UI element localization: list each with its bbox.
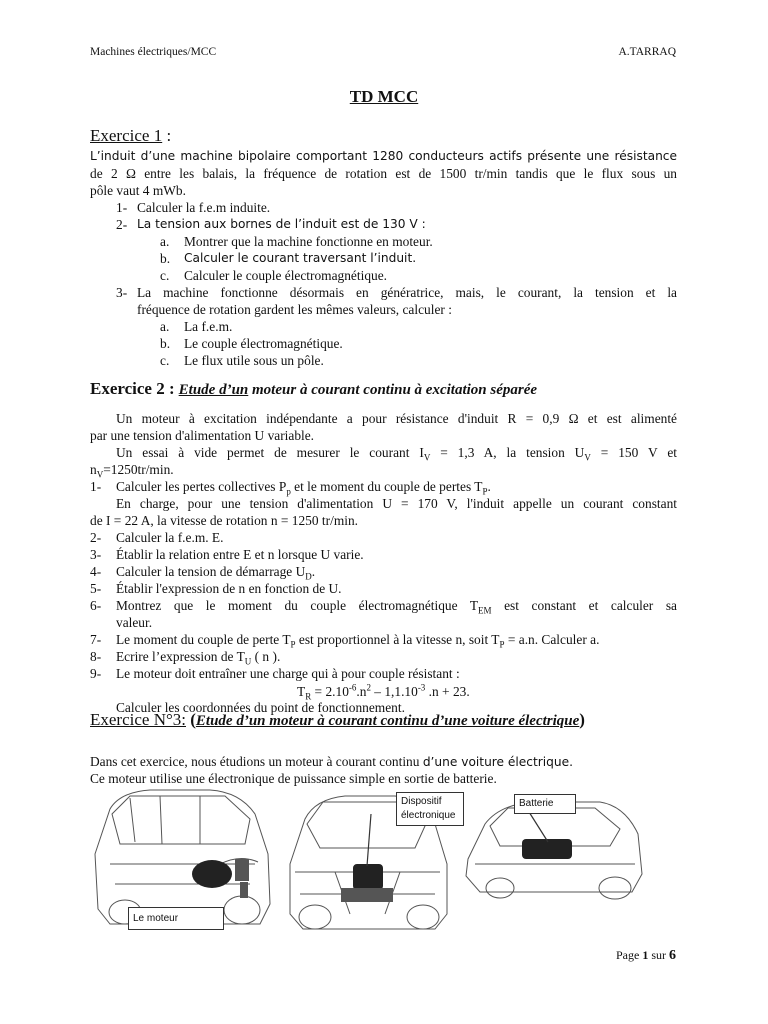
ex1-q3-number: 3- <box>116 285 128 300</box>
ex3-p1 <box>90 753 573 771</box>
ex1-q3-line1: La machine fonctionne désormais en génératrice, mais, le courant, la tension et la <box>137 285 677 300</box>
ex1-heading <box>90 126 171 146</box>
ex2-q7-c: = a.n. Calculer a. <box>504 632 600 647</box>
ex2-p3-line2: de I = 22 A, la vitesse de rotation n = 1250 tr/min. <box>90 513 358 528</box>
ex1-q3c: Le flux utile sous un pôle. <box>184 353 324 368</box>
ex1-q2: La tension aux bornes de l’induit est de 130 V : <box>137 217 426 231</box>
ex2-subtitle-rest: moteur à courant continu à excitation séparée <box>248 382 538 398</box>
ex1-q2b: Calculer le courant traversant l’induit. <box>184 251 417 265</box>
ex1-q2b-letter: b. <box>160 251 171 266</box>
ex1-q3a-letter: a. <box>160 319 170 334</box>
ex2-final: Calculer les coordonnées du point de fonctionnement. <box>116 700 405 715</box>
ex2-p2-line1 <box>116 444 677 461</box>
ex2-p1-line2: par une tension d'alimentation U variable. <box>90 428 315 443</box>
ex3-p1-a: Dans cet exercice, nous étudions un moteur à courant continu <box>90 754 423 769</box>
ex2-q1-number: 1- <box>90 479 102 494</box>
ex2-p2-nsub: V <box>96 469 104 480</box>
ex2-p1-line1: Un moteur à excitation indépendante a pour résistance d'induit R = 0,9 Ω et est alimenté <box>116 411 677 426</box>
ex3-paren-open: ( <box>186 710 196 729</box>
ex2-q3-number: 3- <box>90 547 102 562</box>
ex1-q1-number: 1- <box>116 200 128 215</box>
ex2-q6-b: est constant et calculer sa <box>491 598 677 613</box>
ex1-q2c: Calculer le couple électromagnétique. <box>184 268 387 283</box>
ex2-eq-c: .n <box>356 684 367 699</box>
ex2-q4-b: . <box>311 564 316 579</box>
ex2-eq-sub: R <box>305 691 312 702</box>
ex2-q8-number: 8- <box>90 649 102 664</box>
ex3-heading <box>90 710 585 730</box>
ex2-heading-text: Exercice 2 : <box>90 379 175 398</box>
ex2-q7-b: est proportionnel à la vitesse n, soit T <box>295 632 500 647</box>
label-device-line1: Dispositif <box>401 796 442 807</box>
label-device-line2: électronique <box>401 810 456 821</box>
ex2-q4-number: 4- <box>90 564 102 579</box>
ex2-q8-b: ( n ). <box>251 649 281 664</box>
footer-page-word: Page <box>616 948 640 962</box>
ex2-q6-a: Montrez que le moment du couple électromagnétique T <box>116 598 479 613</box>
ex2-eq-d: – 1,1.10 <box>370 684 418 699</box>
ex2-p2-text-a: Un essai à vide permet de mesurer le courant I <box>116 445 424 460</box>
ex2-q1-sub1: p <box>286 486 291 497</box>
ex2-q8 <box>116 648 280 665</box>
header-left: Machines électriques/MCC <box>90 46 217 58</box>
ex2-q8-a: Ecrire l’expression de T <box>116 649 245 664</box>
ex2-p2-sub2: V <box>584 452 591 463</box>
ex2-q1-b: et le moment du couple de pertes T <box>290 479 483 494</box>
ex2-p2-sub1: V <box>423 452 431 463</box>
ex2-q6-sub: EM <box>478 605 492 616</box>
ex2-q1-sub2: P <box>482 486 488 497</box>
page-number <box>616 948 676 964</box>
ex2-q6-line2: valeur. <box>116 615 153 630</box>
ex2-p2-text-b: = 1,3 A, la tension U <box>430 445 585 460</box>
ex2-eq-t: T <box>297 684 306 699</box>
ex1-intro-line2: de 2 Ω entre les balais, la fréquence de rotation est de 1500 tr/min tandis que le flux sous un <box>90 166 677 181</box>
ex2-q4-sub: D <box>305 571 312 582</box>
ex2-equation <box>297 683 470 700</box>
ex2-p2-text-c: = 150 V et <box>590 445 677 460</box>
ex3-p1-b: d’une voiture électrique. <box>422 755 574 769</box>
ex2-q9-number: 9- <box>90 666 102 681</box>
electronic-device-shape <box>353 864 383 890</box>
label-electronic-device <box>396 792 464 826</box>
ex1-q3b-letter: b. <box>160 336 171 351</box>
ex3-heading-text: Exercice N°3: <box>90 710 186 729</box>
ex2-subtitle-underlined: Etude d’un <box>178 382 249 398</box>
ex2-q4 <box>116 563 315 580</box>
ex2-p3-line1: En charge, pour une tension d'alimentation U = 170 V, l'induit appelle un courant constant <box>116 496 677 511</box>
battery-shape <box>522 839 572 859</box>
ex1-q3-line2: fréquence de rotation gardent les mêmes valeurs, calculer : <box>137 302 452 317</box>
ex2-p2-n: n <box>90 462 97 477</box>
ex3-p2: Ce moteur utilise une électronique de puissance simple en sortie de batterie. <box>90 771 497 786</box>
ex1-q3b: Le couple électromagnétique. <box>184 336 343 351</box>
ex1-q2-number: 2- <box>116 217 128 232</box>
ex2-q5: Établir l'expression de n en fonction de U. <box>116 581 342 596</box>
ex2-q1-a: Calculer les pertes collectives P <box>116 479 287 494</box>
label-motor: Le moteur <box>128 907 224 930</box>
ex2-q5-number: 5- <box>90 581 102 596</box>
page-title: TD MCC <box>349 87 419 106</box>
ex2-heading <box>90 379 537 399</box>
ex2-p2-line2 <box>90 461 174 478</box>
ex1-q3c-letter: c. <box>160 353 170 368</box>
label-battery: Batterie <box>514 794 576 814</box>
ex2-q2: Calculer la f.e.m. E. <box>116 530 224 545</box>
ex1-heading-text: Exercice 1 <box>90 126 163 145</box>
footer-total: 6 <box>669 948 676 963</box>
ex2-q4-a: Calculer la tension de démarrage U <box>116 564 306 579</box>
ex1-intro-line1: L’induit d’une machine bipolaire comportant 1280 conducteurs actifs présente une résistance <box>90 149 677 163</box>
ex1-heading-colon: : <box>162 126 172 145</box>
ex2-q6-line1 <box>116 597 677 614</box>
ex2-q6-number: 6- <box>90 598 102 613</box>
ex2-q1 <box>116 478 491 495</box>
ex2-eq-e: .n + 23. <box>425 684 470 699</box>
ex1-q1: Calculer la f.e.m induite. <box>137 200 271 215</box>
ex2-p2-speed: =1250tr/min. <box>103 462 174 477</box>
ex1-q3a: La f.e.m. <box>184 319 233 334</box>
ex2-q8-sub: U <box>244 656 252 667</box>
ex2-eq-sup1: -6 <box>348 682 357 693</box>
ex2-eq-sup3: -3 <box>417 682 426 693</box>
ex2-q3: Établir la relation entre E et n lorsque U varie. <box>116 547 364 562</box>
ex2-q7-a: Le moment du couple de perte T <box>116 632 291 647</box>
ex1-q2c-letter: c. <box>160 268 170 283</box>
ex1-q2a-letter: a. <box>160 234 170 249</box>
ex2-eq-b: = 2.10 <box>311 684 349 699</box>
ex2-q7 <box>116 631 599 648</box>
ex2-q1-c: . <box>487 479 491 494</box>
footer-sur: sur <box>651 948 666 962</box>
motor-shape <box>192 860 232 888</box>
ex2-q7-sub2: P <box>499 639 505 650</box>
ex1-intro-line3: pôle vaut 4 mWb. <box>90 183 186 198</box>
ex1-q2a: Montrer que la machine fonctionne en moteur. <box>184 234 433 249</box>
ex3-subtitle: Etude d’un moteur à courant continu d’une voiture électrique <box>195 713 580 729</box>
ex2-q7-sub1: P <box>290 639 296 650</box>
ex2-q7-number: 7- <box>90 632 102 647</box>
ex2-q9: Le moteur doit entraîner une charge qui à pour couple résistant : <box>116 666 460 681</box>
ex3-paren-close: ) <box>579 710 585 729</box>
ex2-q2-number: 2- <box>90 530 102 545</box>
footer-page-num: 1 <box>642 948 649 962</box>
ex2-eq-sup2: 2 <box>366 682 371 693</box>
header-right: A.TARRAQ <box>618 46 676 58</box>
car-figure <box>90 784 650 934</box>
